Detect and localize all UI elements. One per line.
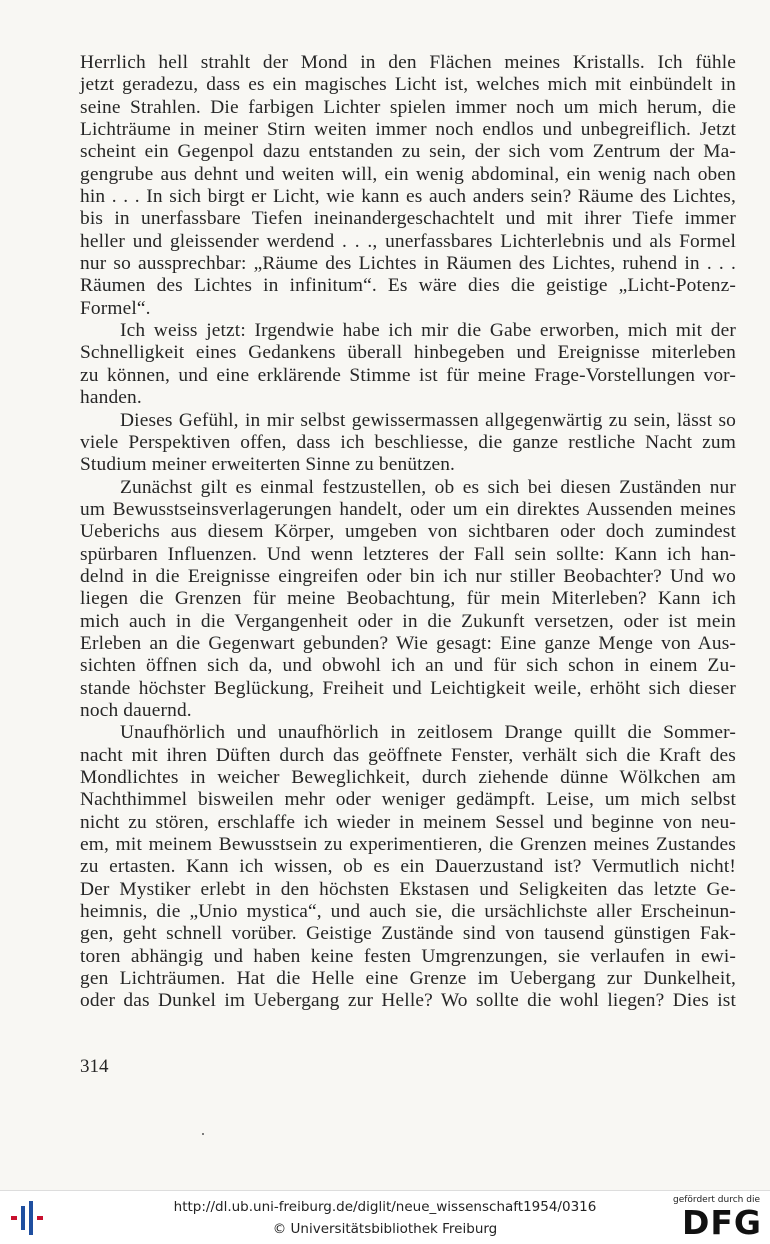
paragraph: [80, 477, 736, 723]
text-line: spürbaren Influenzen. Und wenn letzteres der Fall sein sollte: Kann ich han-: [80, 543, 736, 565]
text-line: jetzt geradezu, dass es ein magisches Licht ist, welches mich mit einbündelt in: [80, 74, 736, 96]
text-line: Schnelligkeit eines Gedankens überall hinbegeben und Ereignisse miterleben: [80, 342, 736, 364]
text-line: hin . . . In sich birgt er Licht, wie kann es auch anders sein? Räume des Lichtes,: [80, 186, 736, 208]
text-line: Lichträume in meiner Stirn weiten immer noch endlos und unbegreiflich. Jetzt: [80, 119, 736, 141]
text-line: zu können, und eine erklärende Stimme ist für meine Frage-Vorstellungen vor-: [80, 364, 736, 386]
text-line: gen Lichträumen. Hat die Helle eine Grenze im Uebergang zur Dunkelheit,: [80, 968, 736, 990]
text-line: heller und gleissender werdend . . ., unerfassbares Lichterlebnis und als Formel: [80, 230, 736, 252]
text-line: seine Strahlen. Die farbigen Lichter spielen immer noch um mich herum, die: [80, 96, 736, 118]
dfg-sponsor: [672, 1195, 762, 1241]
text-line: bis in unerfassbare Tiefen ineinandergeschachtelt und mit ihrer Tiefe immer: [80, 208, 736, 230]
text-line: gengrube aus dehnt und weiten will, ein wenig abdominal, ein wenig nach oben: [80, 163, 736, 185]
sponsor-label: gefördert durch die: [673, 1195, 760, 1205]
text-line: delnd in die Ereignisse eingreifen oder bin ich nur stiller Beobachter? Und wo: [80, 565, 736, 587]
text-line: Dieses Gefühl, in mir selbst gewissermassen allgegenwärtig zu sein, lässt so: [120, 409, 736, 431]
text-line: handen.: [80, 387, 142, 409]
speck: [202, 1133, 204, 1135]
page-number: 314: [80, 1056, 109, 1077]
text-line: viele Perspektiven offen, dass ich beschliesse, die ganze restliche Nacht zum: [80, 431, 736, 453]
dfg-logo: DFG: [681, 1203, 762, 1242]
text-line: Ueberichs aus diesem Körper, umgeben von sichtbaren oder doch zumindest: [80, 521, 736, 543]
text-line: noch dauernd.: [80, 699, 192, 721]
text-line: Erleben an die Gegenwart gebunden? Wie gesagt: Eine ganze Menge von Aus-: [80, 632, 736, 654]
text-line: Der Mystiker erlebt in den höchsten Ekstasen und Seligkeiten das letzte Ge-: [80, 878, 736, 900]
body-text: [80, 52, 736, 1013]
text-line: mich auch in die Vergangenheit oder in die Zukunft versetzen, oder ist mein: [80, 610, 736, 632]
copyright-notice: © Universitätsbibliothek Freiburg: [272, 1221, 498, 1237]
paragraph: [80, 320, 736, 409]
paragraph: [80, 52, 736, 320]
text-line: Ich weiss jetzt: Irgendwie habe ich mir die Gabe erworben, mich mit der: [120, 320, 736, 342]
text-line: um Bewusstseinsverlagerungen handelt, oder um ein direktes Aussenden meines: [80, 498, 736, 520]
text-line: Herrlich hell strahlt der Mond in den Flächen meines Kristalls. Ich fühle: [80, 52, 736, 73]
text-line: scheint ein Gegenpol dazu entstanden zu sein, der sich vom Zentrum der Ma-: [80, 141, 736, 163]
text-line: Nachthimmel bisweilen mehr oder weniger gedämpft. Leise, um mich selbst: [80, 789, 736, 811]
text-line: nacht mit ihren Düften durch das geöffnete Fenster, verhält sich die Kraft des: [80, 744, 736, 766]
text-line: Räumen des Lichtes in infinitum“. Es wäre dies die geistige „Licht-Potenz-: [80, 275, 736, 297]
text-line: em, mit meinem Bewusstsein zu experimentieren, die Grenzen meines Zustandes: [80, 834, 736, 856]
text-line: Formel“.: [80, 297, 151, 319]
text-line: heimnis, die „Unio mystica“, und auch sie, die ursächlichste aller Erscheinun-: [80, 901, 736, 923]
text-line: Mondlichtes in weicher Beweglichkeit, durch ziehende dünne Wölkchen am: [80, 767, 736, 788]
text-line: zu ertasten. Kann ich wissen, ob es ein Dauerzustand ist? Vermutlich nicht!: [80, 856, 736, 878]
text-line: stande höchster Beglückung, Freiheit und Leichtigkeit weile, erhöht sich dieser: [80, 677, 736, 699]
text-line: Studium meiner erweiterten Sinne zu benützen.: [80, 454, 456, 476]
text-line: toren abhängig und haben keine festen Umgrenzungen, sie verlaufen in ewi-: [80, 945, 736, 967]
text-line: sichten öffnen sich da, und obwohl ich an und für sich schon in einem Zu-: [80, 655, 736, 677]
text-line: gen, geht schnell vorüber. Geistige Zustände sind von tausend günstigen Fak-: [80, 923, 736, 945]
text-line: Unaufhörlich und unaufhörlich in zeitlosem Drange quillt die Sommer-: [120, 722, 736, 744]
text-line: Zunächst gilt es einmal festzustellen, ob es sich bei diesen Zuständen nur: [120, 476, 736, 498]
text-line: oder das Dunkel im Uebergang zur Helle? Wo sollte die wohl liegen? Dies ist: [80, 990, 736, 1012]
text-line: nur so aussprechbar: „Räume des Lichtes in Räumen des Lichtes, ruhend in . . .: [80, 253, 736, 275]
text-line: nicht zu stören, erschlaffe ich wieder in meinem Sessel und beginne von neu-: [80, 811, 736, 833]
source-url-link[interactable]: http://dl.ub.uni-freiburg.de/diglit/neue_wissenschaft1954/0316: [173, 1199, 597, 1215]
viewer-footer: [0, 1190, 770, 1244]
paragraph: [80, 722, 736, 1012]
paragraph: [80, 410, 736, 477]
text-line: liegen die Grenzen für meine Beobachtung, für mein Miterleben? Kann ich: [80, 588, 736, 610]
